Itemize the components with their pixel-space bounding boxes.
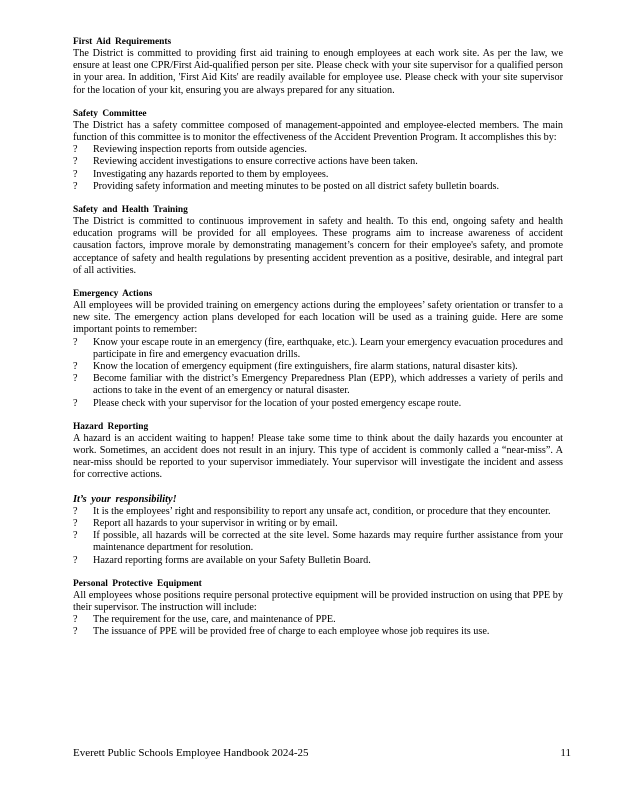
- section-responsibility: [73, 494, 563, 567]
- list-item: ? Know the location of emergency equipment (fire extinguishers, fire alarm stations, natural disaster kits).: [73, 361, 518, 373]
- bullet-marker: ?: [73, 554, 78, 566]
- list-item: ? Investigating any hazards reported to them by employees.: [73, 168, 329, 180]
- section-paragraph: All employees whose positions require personal protective equipment will be provided instruction on using that PPE by their supervisor. The instruction will include:: [73, 589, 563, 613]
- section-hazard-reporting: [73, 422, 563, 482]
- bullet-marker: ?: [73, 361, 78, 373]
- bullet-marker: ?: [73, 614, 78, 626]
- section-ppe: [73, 579, 563, 639]
- bullet-list: [73, 506, 563, 567]
- section-heading: Safety and Health Training: [73, 205, 188, 216]
- section-emergency-actions: [73, 289, 563, 410]
- section-paragraph: The District is committed to providing first aid training to enough employees at each work site. As per the law, we ensure at least one CPR/First Aid-qualified person per site. Please check with your site supervisor for a qualified person in your area. In addition, 'First Aid Kits' are readily available for employee use. Please check with your site supervisor for the location of your kit, ensuring you are always prepared for any situation.: [73, 48, 563, 96]
- bullet-list: [73, 614, 563, 638]
- bullet-marker: ?: [73, 180, 78, 192]
- footer-title: Everett Public Schools Employee Handbook 2024-25: [73, 747, 309, 759]
- section-paragraph: The District is committed to continuous improvement in safety and health. To this end, ongoing safety and health education programs will be provided for all employees. These programs aim to increase awareness of accident causation factors, improve morale by demonstrating management’s concern for their employee's safety, and promote acceptance of safety and health regulations by presenting accident prevention as a positive, desirable, and integral part of all activities.: [73, 216, 563, 276]
- section-heading: First Aid Requirements: [73, 37, 172, 47]
- section-heading: Emergency Actions: [73, 289, 153, 300]
- bullet-marker: ?: [73, 156, 78, 168]
- section-heading: Hazard Reporting: [73, 421, 149, 432]
- list-item: ? Providing safety information and meeting minutes to be posted on all district safety bulletin boards.: [73, 180, 500, 192]
- list-item: ? Become familiar with the district’s Emergency Preparedness Plan (EPP), which addresses a variety of perils and actions to take in the event of an emergency or natural disaster.: [73, 373, 563, 397]
- list-item: ? Hazard reporting forms are available on your Safety Bulletin Board.: [73, 554, 371, 566]
- bullet-marker: ?: [73, 505, 78, 517]
- list-item: ? Reviewing accident investigations to ensure corrective actions have been taken.: [73, 156, 418, 168]
- bullet-list: [73, 337, 563, 410]
- section-paragraph: All employees will be provided training on emergency actions during the employees’ safety orientation or transfer to a new site. The emergency action plans developed for each location will be used as a training guide. Here are some important points to remember:: [73, 300, 563, 336]
- list-item: ? Reviewing inspection reports from outside agencies.: [73, 144, 307, 156]
- bullet-list: [73, 144, 563, 193]
- page-number: 11: [560, 747, 571, 759]
- section-heading: It’s your responsibility!: [73, 493, 177, 505]
- list-item: ? Please check with your supervisor for the location of your posted emergency escape route.: [73, 397, 462, 409]
- bullet-marker: ?: [73, 373, 78, 385]
- document-page: [73, 37, 563, 651]
- list-item: ? The issuance of PPE will be provided free of charge to each employee whose job requires its use.: [73, 626, 490, 638]
- section-heading: Personal Protective Equipment: [73, 578, 202, 589]
- section-safety-committee: [73, 109, 563, 193]
- bullet-marker: ?: [73, 397, 78, 409]
- bullet-marker: ?: [73, 517, 78, 529]
- section-heading: Safety Committee: [73, 108, 147, 119]
- list-item: ? Report all hazards to your supervisor in writing or by email.: [73, 517, 338, 529]
- bullet-marker: ?: [73, 144, 78, 156]
- list-item: ? It is the employees’ right and responsibility to report any unsafe act, condition, or procedure that they encounter.: [73, 505, 551, 517]
- section-paragraph: The District has a safety committee composed of management-appointed and employee-elected members. The main function of this committee is to monitor the effectiveness of the Accident Prevention Program. It accomplishes this by:: [73, 119, 563, 144]
- list-item: ? If possible, all hazards will be corrected at the site level. Some hazards may require further assistance from your maintenance department for resolution.: [73, 530, 563, 554]
- bullet-marker: ?: [73, 336, 78, 348]
- list-item: ? Know your escape route in an emergency (fire, earthquake, etc.). Learn your emergency evacuation procedures and participate in fire and emergency evacuation drills.: [73, 336, 564, 360]
- bullet-marker: ?: [73, 168, 78, 180]
- bullet-marker: ?: [73, 530, 78, 542]
- section-paragraph: A hazard is an accident waiting to happen! Please take some time to think about the daily hazards you encounter at work. Sometimes, an accident does not result in an injury. This type of accident is commonly called a “near-miss”. A near-miss should be reported to your supervisor immediately. Your supervisor will investigate the incident and assess for corrective actions.: [73, 432, 563, 481]
- bullet-marker: ?: [73, 626, 78, 638]
- section-first-aid: [73, 37, 563, 97]
- list-item: ? The requirement for the use, care, and maintenance of PPE.: [73, 614, 336, 626]
- page-footer: [73, 747, 571, 759]
- section-safety-health-training: [73, 205, 563, 277]
